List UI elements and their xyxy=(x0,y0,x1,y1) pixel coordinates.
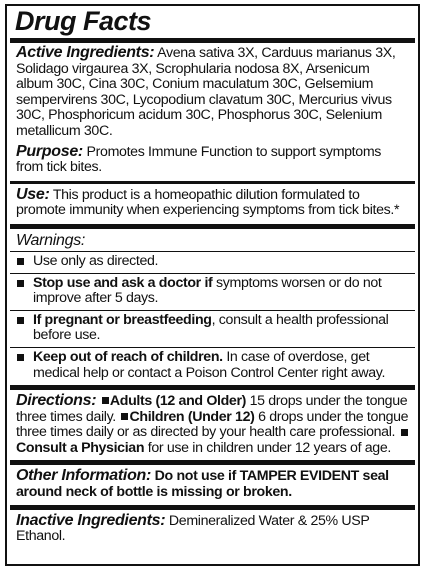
warning-text: , consult a health professional before use. xyxy=(33,311,389,344)
active-ingredients-section xyxy=(7,43,418,143)
children-label: Children (Under 12) xyxy=(129,408,255,425)
physician-text: for use in children under 12 years of age. xyxy=(144,439,391,456)
adults-text: 15 drops under the tongue three times daily. xyxy=(16,393,408,425)
bullet-icon xyxy=(17,280,24,287)
inactive-ingredients-text: Demineralized Water & 25% USP Ethanol. xyxy=(16,512,370,545)
physician-label: Consult a Physician xyxy=(16,439,145,456)
purpose-section xyxy=(7,143,418,179)
purpose-text: Promotes Immune Function to support symptoms from tick bites. xyxy=(16,143,382,176)
use-text: This product is a homeopathic dilution formulated to promote immunity when experiencing symptoms from tick bites.* xyxy=(16,186,400,219)
directions-section xyxy=(7,390,418,460)
active-ingredients-heading: Active Ingredients: xyxy=(16,44,155,61)
drug-facts-label xyxy=(5,4,420,566)
active-ingredients-text: Avena sativa 3X, Carduus marianus 3X, Solidago virgaurea 3X, Scrophularia nodosa 8X, Arsenicum album 30C, Cina 30C, Conium maculatum 30C, Gelsemium sempervirens 30C, Lycopodium clavatum 30C, Mercurius vivus 30C, Phosphoricum acidum 30C, Phosphorus 30C, Selenium metallicum 30C. xyxy=(16,45,396,139)
warning-text: symptoms worsen or do not improve after 5 days. xyxy=(33,274,382,307)
warning-item xyxy=(7,252,418,273)
purpose-heading: Purpose: xyxy=(16,142,83,160)
warnings-heading: Warnings: xyxy=(16,231,86,249)
warning-bold: Stop use and ask a doctor if xyxy=(33,274,213,291)
other-information-heading: Other Information: xyxy=(16,467,152,485)
warning-item xyxy=(7,311,418,347)
use-heading: Use: xyxy=(16,185,50,203)
warning-item xyxy=(7,274,418,310)
children-text: 6 drops under the tongue three times daily or as directed by your health care professional. xyxy=(16,408,409,441)
warning-text: Use only as directed. xyxy=(33,252,159,269)
warning-text: In case of overdose, get medical help or contact a Poison Control Center right away. xyxy=(33,348,386,381)
other-information-text: Do not use if TAMPER EVIDENT seal around neck of bottle is missing or broken. xyxy=(16,468,389,501)
warning-bold: If pregnant or breastfeeding xyxy=(33,311,212,328)
inactive-ingredients-heading: Inactive Ingredients: xyxy=(16,511,166,529)
adults-label: Adults (12 and Older) xyxy=(109,393,246,410)
bullet-icon xyxy=(121,413,128,420)
bullet-icon xyxy=(17,354,24,361)
inactive-ingredients-section xyxy=(7,510,418,548)
warning-bold: Keep out of reach of children. xyxy=(33,348,223,365)
warning-item xyxy=(7,348,418,385)
label-title: Drug Facts xyxy=(15,6,152,36)
directions-heading: Directions: xyxy=(16,392,97,410)
bullet-icon xyxy=(17,317,24,324)
bullet-icon xyxy=(17,258,24,265)
bullet-icon xyxy=(102,397,109,404)
bullet-icon xyxy=(401,429,408,436)
other-information-section xyxy=(7,465,418,504)
use-section xyxy=(7,184,418,224)
